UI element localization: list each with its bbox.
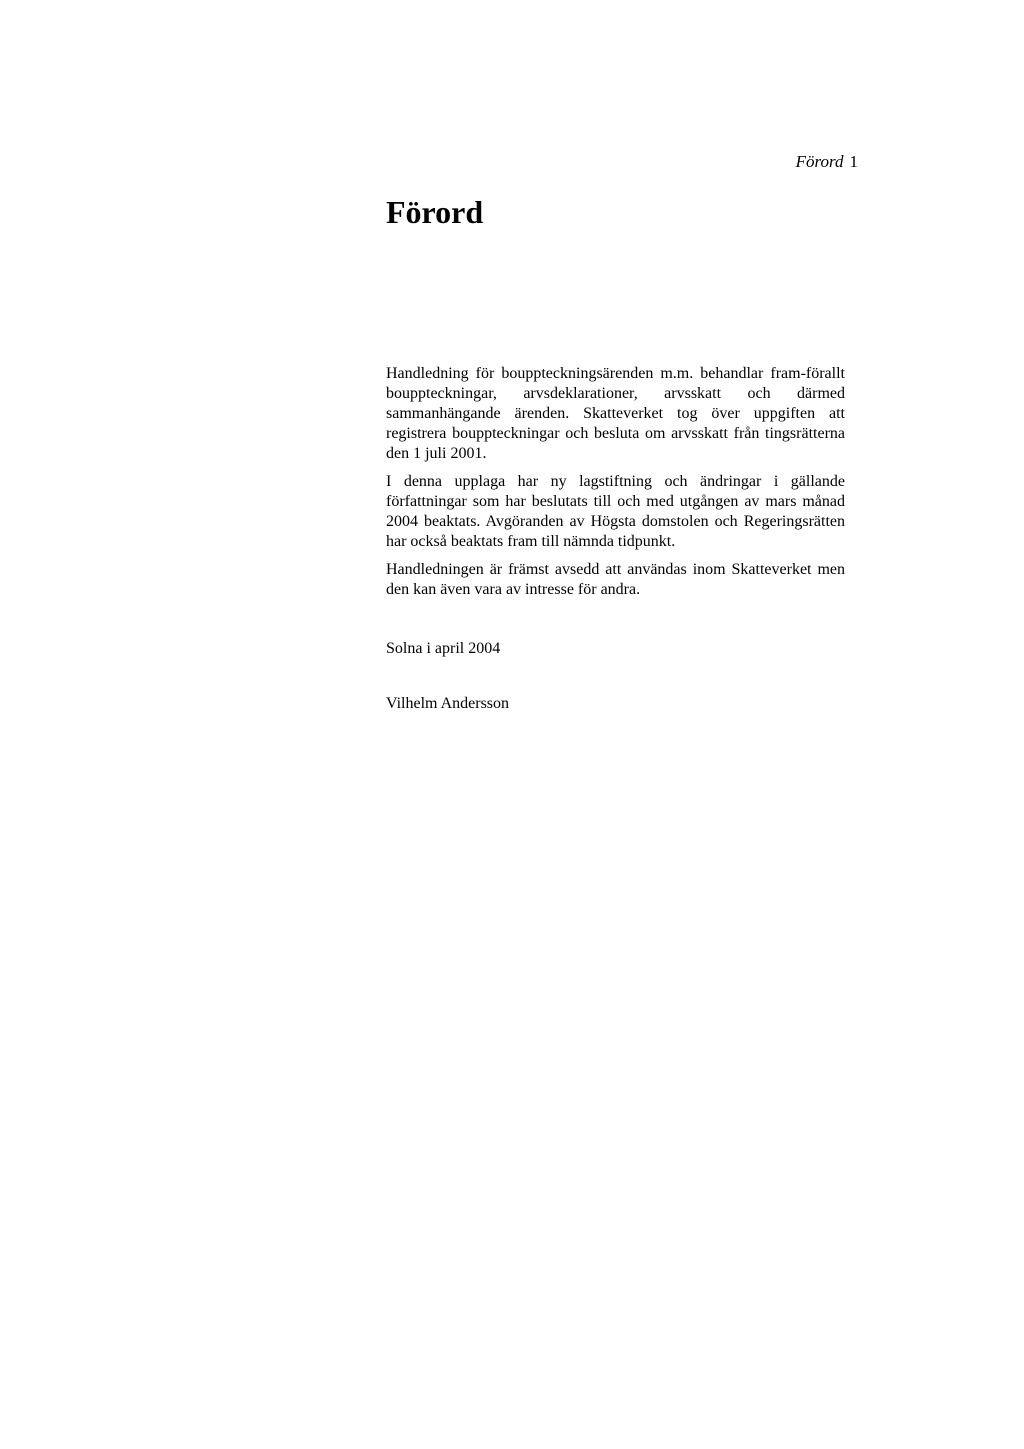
running-header	[796, 152, 858, 172]
paragraph-2: I denna upplaga har ny lagstiftning och ändringar i gällande författningar som har beslutats till och med utgången av mars månad 2004 beaktats. Avgöranden av Högsta domstolen och Regeringsrätten har också beaktats fram till nämnda tidpunkt.	[386, 473, 845, 550]
paragraph-3: Handledningen är främst avsedd att användas inom Skatteverket men den kan även vara av intresse för andra.	[386, 561, 845, 598]
header-section-title: Förord	[795, 152, 844, 171]
paragraph-1: Handledning för bouppteckningsärenden m.m. behandlar fram-förallt bouppteckningar, arvsdeklarationer, arvsskatt och därmed sammanhängande ärenden. Skatteverket tog över uppgiften att registrera bouppteckningar och besluta om arvsskatt från tingsrätterna den 1 juli 2001.	[386, 365, 845, 462]
preface-body	[386, 364, 845, 608]
place-date: Solna i april 2004	[386, 640, 501, 657]
signature-name: Vilhelm Andersson	[386, 695, 510, 712]
page-number: 1	[849, 152, 858, 171]
page-title: Förord	[386, 194, 484, 230]
